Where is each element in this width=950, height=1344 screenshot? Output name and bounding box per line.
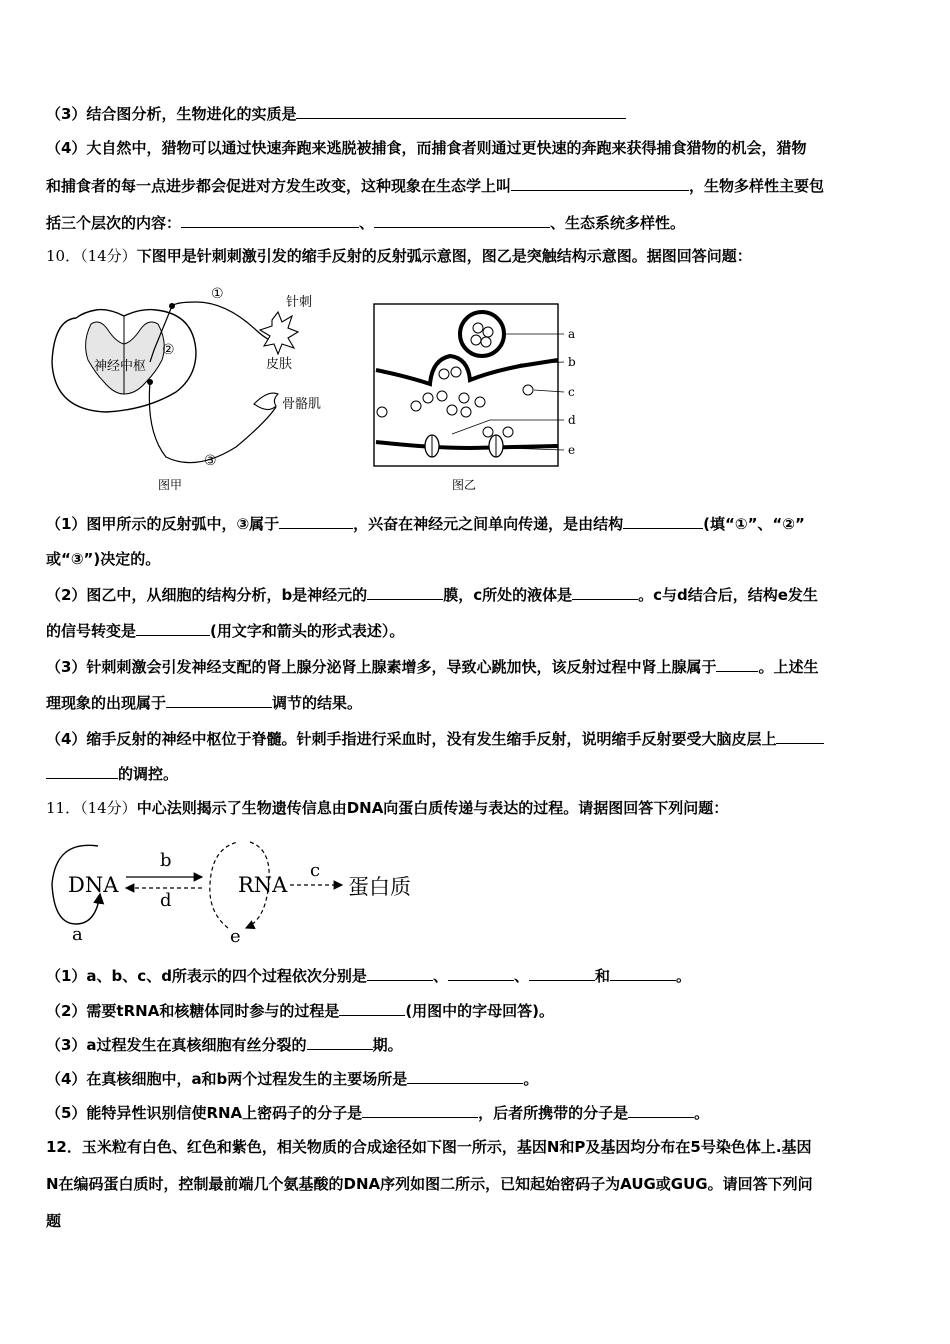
label-d: d [568,413,576,427]
fig-jia-caption: 图甲 [158,478,183,492]
q11-part2: （2）需要tRNA和核糖体同时参与的过程是 (用图中的字母回答)。 [46,1002,555,1020]
center-label: 神经中枢 [94,359,147,374]
answer-blank[interactable] [448,965,514,981]
answer-blank[interactable] [367,965,433,981]
answer-blank[interactable] [339,1000,405,1016]
q12-line1: 12．玉米粒有白色、红色和紫色，相关物质的合成途径如下图一所示，基因N和P及基因均分布在5号染色体上.基因 [46,1138,812,1156]
answer-blank[interactable] [307,1034,373,1050]
q11-part5: （5）能特异性识别信使RNA上密码子的分子是 ，后者所携带的分子是 。 [46,1104,710,1122]
label-d: d [160,890,172,911]
reflex-arc-figure [46,282,346,494]
answer-blank[interactable] [776,728,824,744]
answer-blank[interactable] [628,1102,694,1118]
q10-part1-line1: （1）图甲所示的反射弧中，③属于 ，兴奋在神经元之间单向传递，是由结构 (填“①”、“②” [46,515,805,533]
answer-blank[interactable] [407,1068,523,1084]
label-2: ② [162,342,175,358]
answer-blank[interactable] [362,1102,478,1118]
q9-part4-line3: 括三个层次的内容： 、 、生态系统多样性。 [46,214,686,232]
label-1: ① [211,286,224,302]
q10-part4-line1: （4）缩手反射的神经中枢位于脊髓。针刺手指进行采血时，没有发生缩手反射，说明缩手反射要受大脑皮层上 [46,728,824,749]
central-dogma-figure [46,832,436,948]
q12-line3: 题 [46,1212,62,1230]
label-e: e [568,443,576,457]
skin-label: 皮肤 [266,357,293,372]
label-b: b [160,850,172,871]
needle-label: 针刺 [286,295,313,310]
answer-blank[interactable] [529,965,595,981]
label-a: a [72,924,83,945]
answer-blank[interactable] [511,175,689,191]
label-c: c [568,385,575,399]
dna-label: DNA [68,873,119,897]
fig-yi-caption: 图乙 [452,478,477,492]
q10-part3-line1: （3）针刺刺激会引发神经支配的肾上腺分泌肾上腺素增多，导致心跳加快，该反射过程中肾上腺属于 。上述生 [46,658,819,676]
answer-blank[interactable] [279,513,353,529]
answer-blank[interactable] [46,763,118,779]
label-e: e [230,926,241,947]
q11-part1: （1）a、b、c、d所表示的四个过程依次分别是 、 、 和 。 [46,967,691,985]
q11-stem: 11．（14分）中心法则揭示了生物遗传信息由DNA向蛋白质传递与表达的过程。请据图回答下列问题： [46,799,729,817]
q10-part2-line2: 的信号转变是 (用文字和箭头的形式表述）。 [46,622,405,640]
answer-blank[interactable] [166,692,272,708]
q9-part3: （3）结合图分析，生物进化的实质是 [46,103,626,124]
label-c: c [310,860,321,881]
q10-part3-line2: 理现象的出现属于 调节的结果。 [46,694,363,712]
q10-stem: 10．（14分）下图甲是针刺刺激引发的缩手反射的反射弧示意图，图乙是突触结构示意图。据图回答问题： [46,247,752,265]
label-b: b [568,355,576,369]
answer-blank[interactable] [367,584,443,600]
answer-blank[interactable] [181,212,359,228]
q9-part4-line1: （4）大自然中，猎物可以通过快速奔跑来逃脱被捕食，而捕食者则通过更快速的奔跑来获得捕食猎物的机会，猎物 [46,139,807,157]
q11-part4: （4）在真核细胞中，a和b两个过程发生的主要场所是 。 [46,1070,539,1088]
muscle-label: 骨骼肌 [282,397,322,412]
answer-blank[interactable] [296,103,626,119]
answer-blank[interactable] [623,513,703,529]
q11-part3: （3）a过程发生在真核细胞有丝分裂的 期。 [46,1036,403,1054]
synapse-figure [370,300,590,494]
answer-blank[interactable] [716,656,758,672]
q9-part4-line2: 和捕食者的每一点进步都会促进对方发生改变，这种现象在生态学上叫 ，生物多样性主要包 [46,177,825,195]
q10-part2-line1: （2）图乙中，从细胞的结构分析，b是神经元的 膜，c所处的液体是 。c与d结合后，结构e发生 [46,586,818,604]
answer-blank[interactable] [374,212,550,228]
q12-line2: N在编码蛋白质时，控制最前端几个氨基酸的DNA序列如图二所示，已知起始密码子为AUG或GUG。请回答下列问 [46,1175,813,1193]
q10-part1-line2: 或“③”)决定的。 [46,550,161,568]
answer-blank[interactable] [572,584,638,600]
label-a: a [568,327,576,341]
rna-label: RNA [238,873,288,897]
label-3: ③ [204,453,217,469]
answer-blank[interactable] [610,965,676,981]
answer-blank[interactable] [136,620,210,636]
protein-label: 蛋白质 [348,875,411,899]
q10-part4-line2: 的调控。 [46,763,178,784]
